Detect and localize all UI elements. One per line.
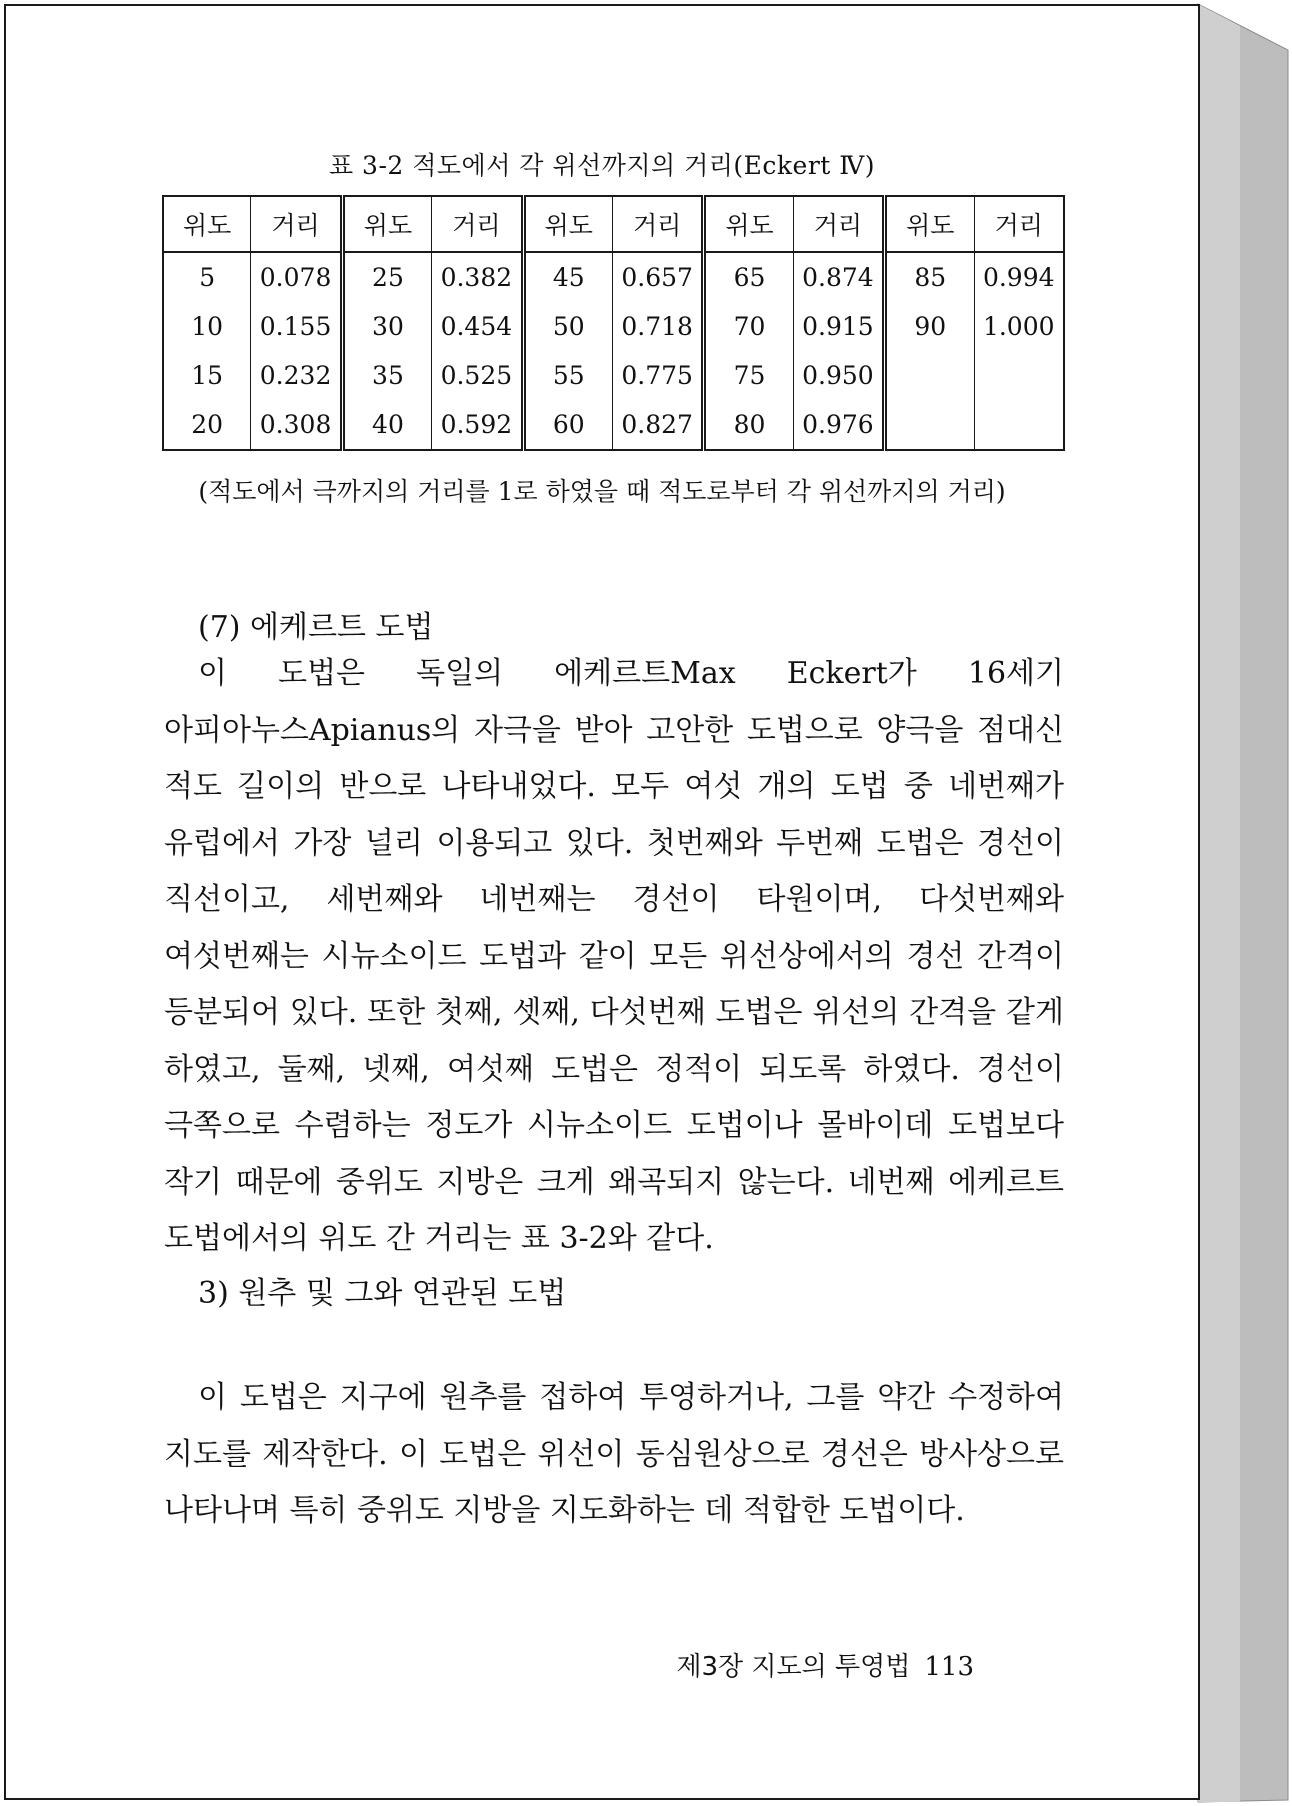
distance-cell: 0.657 xyxy=(612,252,703,302)
distance-cell: 0.454 xyxy=(432,302,523,351)
latitude-cell: 70 xyxy=(704,302,793,351)
latitude-cell: 20 xyxy=(163,400,251,450)
latitude-cell: 45 xyxy=(523,252,612,302)
distance-cell: 0.382 xyxy=(432,252,523,302)
header-latitude: 위도 xyxy=(163,196,251,252)
latitude-cell: 5 xyxy=(163,252,251,302)
latitude-cell: 90 xyxy=(885,302,974,351)
table-row xyxy=(163,302,1064,351)
distance-cell: 0.994 xyxy=(974,252,1064,302)
latitude-cell: 60 xyxy=(523,400,612,450)
distance-cell xyxy=(974,351,1064,400)
distance-cell: 0.232 xyxy=(251,351,342,400)
distance-cell: 0.308 xyxy=(251,400,342,450)
distance-cell: 0.874 xyxy=(793,252,884,302)
header-latitude: 위도 xyxy=(523,196,612,252)
book-page xyxy=(4,4,1200,1800)
latitude-cell: 75 xyxy=(704,351,793,400)
distance-cell: 0.950 xyxy=(793,351,884,400)
section-body-conic: 이 도법은 지구에 원추를 접하여 투영하거나, 그를 약간 수정하여 지도를 제작한다. 이 도법은 위선이 동심원상으로 경선은 방사상으로 나타나며 특히 중위도 지방을 지도화하는 데 적합한 도법이다. xyxy=(164,1380,1064,1528)
latitude-cell: 50 xyxy=(523,302,612,351)
distance-cell: 1.000 xyxy=(974,302,1064,351)
distance-cell: 0.078 xyxy=(251,252,342,302)
distance-cell: 0.827 xyxy=(612,400,703,450)
header-latitude: 위도 xyxy=(342,196,431,252)
distance-cell xyxy=(974,400,1064,450)
latitude-cell: 40 xyxy=(342,400,431,450)
page-number: 113 xyxy=(924,1652,974,1682)
latitude-cell: 80 xyxy=(704,400,793,450)
table-header-row xyxy=(163,196,1064,252)
latitude-cell xyxy=(885,351,974,400)
header-distance: 거리 xyxy=(612,196,703,252)
distance-cell: 0.976 xyxy=(793,400,884,450)
chapter-title: 제3장 지도의 투영법 xyxy=(676,1652,911,1682)
latitude-cell: 30 xyxy=(342,302,431,351)
distance-cell: 0.915 xyxy=(793,302,884,351)
header-distance: 거리 xyxy=(432,196,523,252)
latitude-cell: 25 xyxy=(342,252,431,302)
latitude-cell: 85 xyxy=(885,252,974,302)
latitude-distance-table xyxy=(162,195,1065,451)
header-distance: 거리 xyxy=(251,196,342,252)
latitude-cell: 10 xyxy=(163,302,251,351)
section-heading-eckert: (7) 에케르트 도법 xyxy=(198,610,434,645)
section-body-eckert: 이 도법은 독일의 에케르트Max Eckert가 16세기 아피아누스Apianus의 자극을 받아 고안한 도법으로 양극을 점대신 적도 길이의 반으로 나타내었다. 모두 여섯 개의 도법 중 네번째가 유럽에서 가장 널리 이용되고 있다. 첫번째와 두번째 도법은 경선이 직선이고, 세번째와 네번째는 경선이 타원이며, 다섯번째와 여섯번째는 시뉴소이드 도법과 같이 모든 위선상에서의 경선 간격이 등분되어 있다. 또한 첫째, 셋째, 다섯번째 도법은 위선의 간격을 같게 하였고, 둘째, 넷째, 여섯째 도법은 정적이 되도록 하였다. 경선이 극쪽으로 수렴하는 정도가 시뉴소이드 도법이나 몰바이데 도법보다 작기 때문에 중위도 지방은 크게 왜곡되지 않는다. 네번째 에케르트 도법에서의 위도 간 거리는 표 3-2와 같다. xyxy=(164,656,1064,1256)
distance-cell: 0.775 xyxy=(612,351,703,400)
latitude-cell: 35 xyxy=(342,351,431,400)
section-heading-conic: 3) 원추 및 그와 연관된 도법 xyxy=(198,1276,567,1311)
distance-cell: 0.155 xyxy=(251,302,342,351)
latitude-cell: 55 xyxy=(523,351,612,400)
header-latitude: 위도 xyxy=(704,196,793,252)
distance-cell: 0.525 xyxy=(432,351,523,400)
latitude-cell xyxy=(885,400,974,450)
table-row xyxy=(163,351,1064,400)
header-distance: 거리 xyxy=(793,196,884,252)
header-distance: 거리 xyxy=(974,196,1064,252)
latitude-cell: 15 xyxy=(163,351,251,400)
distance-cell: 0.718 xyxy=(612,302,703,351)
distance-cell: 0.592 xyxy=(432,400,523,450)
page-footer xyxy=(676,1646,974,1683)
latitude-cell: 65 xyxy=(704,252,793,302)
table-note: (적도에서 극까지의 거리를 1로 하였을 때 적도로부터 각 위선까지의 거리) xyxy=(198,477,1006,506)
table-row xyxy=(163,400,1064,450)
header-latitude: 위도 xyxy=(885,196,974,252)
table-row xyxy=(163,252,1064,302)
table-caption: 표 3-2 적도에서 각 위선까지의 거리(Eckert Ⅳ) xyxy=(328,151,876,180)
